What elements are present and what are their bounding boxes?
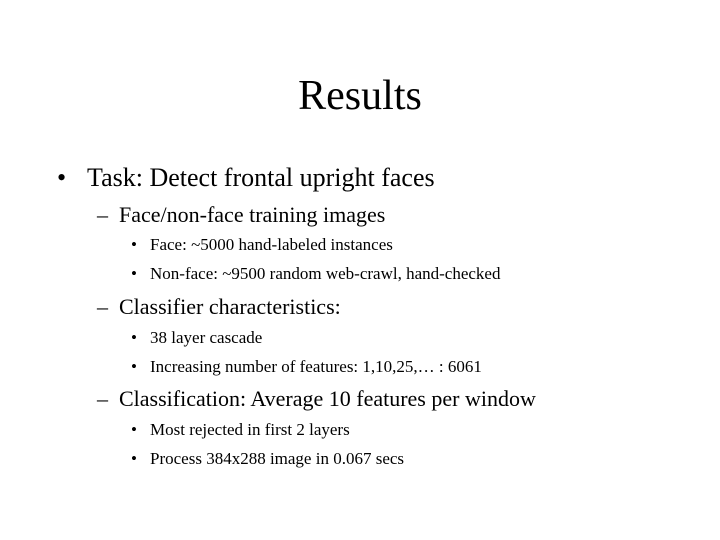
subbullet-text: Face/non-face training images [119, 202, 386, 227]
detail-text: Face: ~5000 hand-labeled instances [150, 235, 393, 254]
dash-marker: – [97, 202, 108, 227]
slide-title: Results [298, 73, 422, 119]
detail-text: Process 384x288 image in 0.067 secs [150, 449, 405, 468]
detail-text: Most rejected in first 2 layers [150, 420, 350, 439]
bullet-marker: • [57, 163, 67, 192]
bullet-marker: • [131, 328, 137, 347]
dash-marker: – [97, 386, 108, 411]
bullet-marker: • [131, 235, 137, 254]
bullet-marker: • [131, 264, 137, 283]
dash-marker: – [97, 294, 108, 319]
detail-text: Increasing number of features: 1,10,25,… : 6061 [150, 357, 482, 376]
bullet-text: Task: Detect frontal upright faces [87, 163, 435, 192]
detail-text: 38 layer cascade [150, 328, 263, 347]
bullet-marker: • [131, 420, 137, 439]
subbullet-text: Classification: Average 10 features per window [119, 386, 536, 411]
detail-text: Non-face: ~9500 random web-crawl, hand-checked [150, 264, 501, 283]
bullet-marker: • [131, 357, 137, 376]
subbullet-text: Classifier characteristics: [119, 294, 341, 319]
bullet-marker: • [131, 449, 137, 468]
